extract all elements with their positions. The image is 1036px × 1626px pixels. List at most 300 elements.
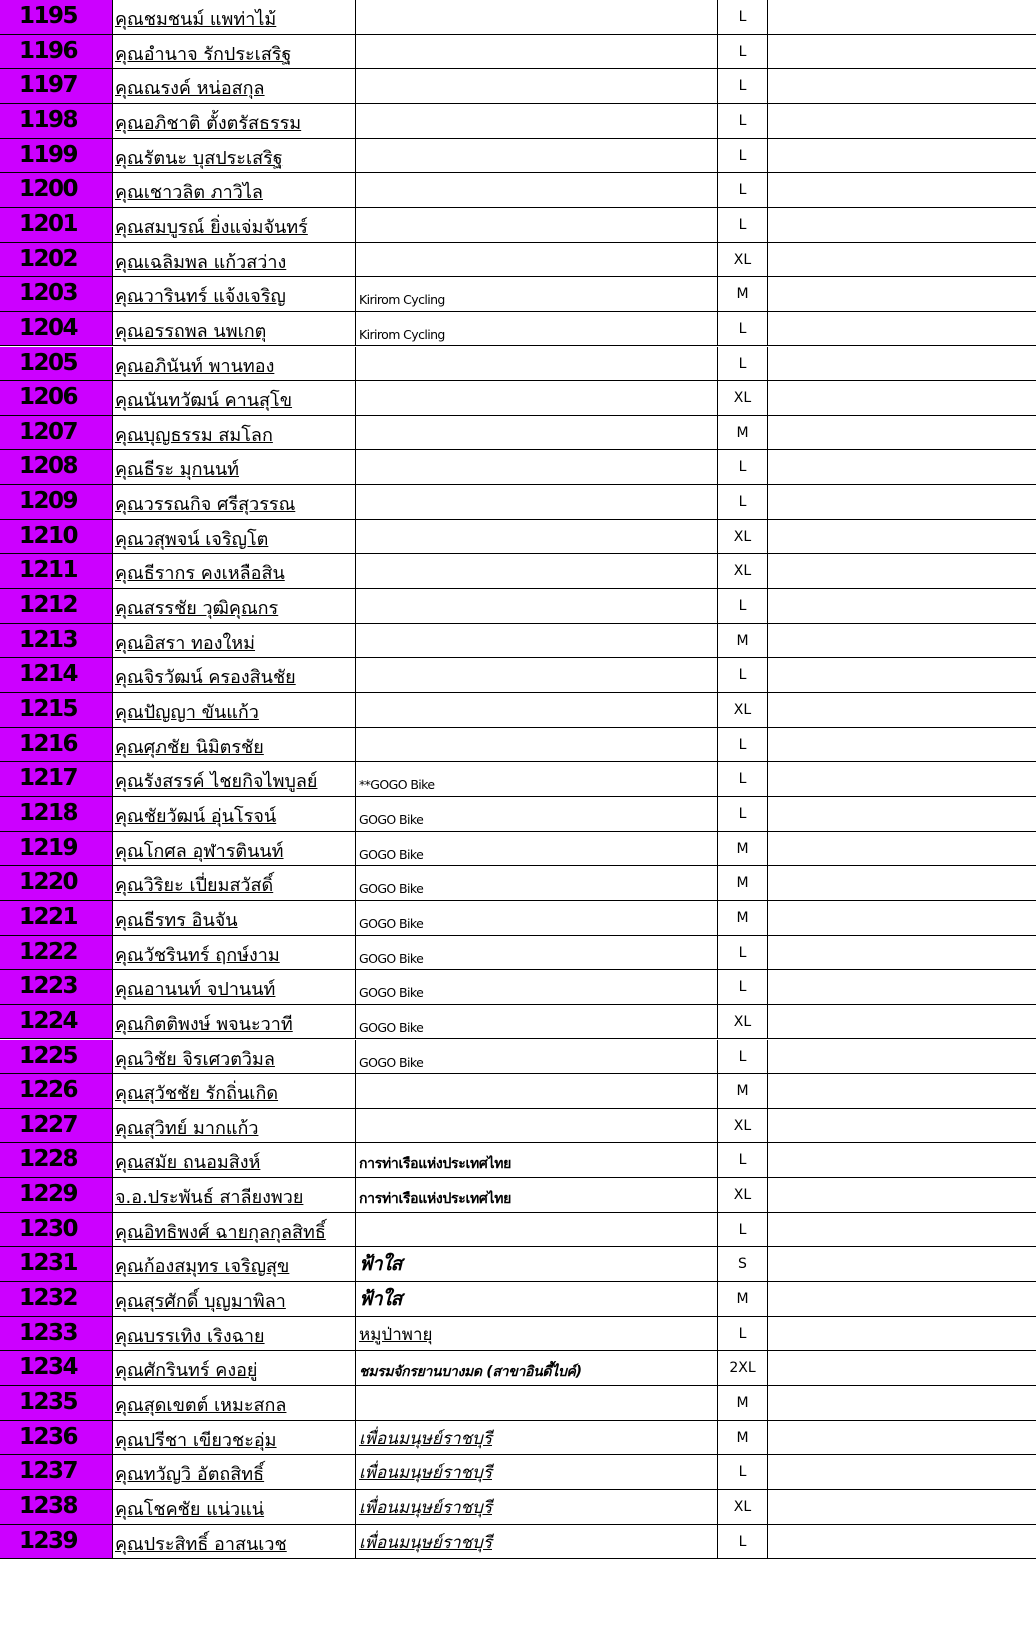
table-row (0, 832, 1036, 867)
name-cell[interactable]: คุณโชคชัย แน่วแน่ (113, 1490, 356, 1525)
row-number: 1208 (18, 453, 77, 480)
row-number-cell[interactable] (0, 520, 113, 555)
empty-cell[interactable] (768, 1282, 1036, 1317)
shirt-size-cell[interactable]: XL (718, 520, 768, 555)
shirt-size-cell[interactable]: L (718, 104, 768, 139)
club-cell[interactable]: GOGO Bike (356, 797, 718, 832)
name-cell[interactable]: คุณธีรทร อินจัน (113, 901, 356, 936)
name-cell[interactable]: คุณเชาวลิต ภาวิไล (113, 173, 356, 208)
table-row (0, 35, 1036, 70)
club-cell[interactable]: ฟ้าใส (356, 1282, 718, 1317)
name-cell[interactable]: คุณสุวิทย์ มากแก้ว (113, 1109, 356, 1144)
table-row (0, 1143, 1036, 1178)
club-cell[interactable] (356, 1074, 718, 1109)
empty-cell[interactable] (768, 866, 1036, 901)
name-cell[interactable]: คุณโกศล อุฬารตินนท์ (113, 832, 356, 867)
row-number-cell[interactable] (0, 1109, 113, 1144)
club-cell[interactable]: เพื่อนมนุษย์ราชบุรี (356, 1455, 718, 1490)
shirt-size-cell[interactable]: L (718, 139, 768, 174)
row-number-cell[interactable] (0, 312, 113, 347)
club-cell[interactable]: เพื่อนมนุษย์ราชบุรี (356, 1490, 718, 1525)
row-number: 1231 (18, 1250, 77, 1277)
shirt-size-cell[interactable]: L (718, 728, 768, 763)
name-cell[interactable]: คุณวิชัย จิรเศวตวิมล (113, 1040, 356, 1075)
row-number-cell[interactable] (0, 1525, 113, 1560)
empty-cell[interactable] (768, 139, 1036, 174)
table-row (0, 1525, 1036, 1560)
name-cell[interactable]: คุณสุดเขตต์ เหมะสกล (113, 1386, 356, 1421)
row-number-cell[interactable] (0, 1455, 113, 1490)
name-cell[interactable]: คุณธีระ มุกนนท์ (113, 450, 356, 485)
empty-cell[interactable] (768, 1525, 1036, 1560)
shirt-size-cell[interactable]: XL (718, 554, 768, 589)
shirt-size-cell[interactable]: M (718, 277, 768, 312)
club-cell[interactable] (356, 69, 718, 104)
club-cell[interactable]: GOGO Bike (356, 832, 718, 867)
row-number-cell[interactable] (0, 832, 113, 867)
shirt-size-cell[interactable]: M (718, 832, 768, 867)
club-cell[interactable]: หมูป่าพายุ (356, 1317, 718, 1352)
shirt-size-cell[interactable]: M (718, 1282, 768, 1317)
table-row (0, 1247, 1036, 1282)
table-row (0, 728, 1036, 763)
row-number: 1203 (18, 280, 77, 307)
row-number-cell[interactable] (0, 797, 113, 832)
club-cell[interactable] (356, 0, 718, 35)
row-number-cell[interactable] (0, 1351, 113, 1386)
empty-cell[interactable] (768, 1247, 1036, 1282)
table-row (0, 1317, 1036, 1352)
empty-cell[interactable] (768, 104, 1036, 139)
row-number-cell[interactable] (0, 866, 113, 901)
row-number-cell[interactable] (0, 208, 113, 243)
name-cell[interactable]: คุณวิริยะ เปี่ยมสวัสดิ์ (113, 866, 356, 901)
name-cell[interactable]: คุณชมชนม์ แพท่าไม้ (113, 0, 356, 35)
club-cell[interactable] (356, 520, 718, 555)
shirt-size-cell[interactable]: S (718, 1247, 768, 1282)
name-cell[interactable]: คุณวสุพจน์ เจริญโต (113, 520, 356, 555)
shirt-size-cell[interactable]: L (718, 797, 768, 832)
empty-cell[interactable] (768, 1386, 1036, 1421)
empty-cell[interactable] (768, 277, 1036, 312)
row-number-cell[interactable] (0, 0, 113, 35)
club-cell[interactable]: เพื่อนมนุษย์ราชบุรี (356, 1525, 718, 1560)
shirt-size-cell[interactable]: L (718, 0, 768, 35)
table-row (0, 1109, 1036, 1144)
club-cell[interactable] (356, 139, 718, 174)
row-number-cell[interactable] (0, 485, 113, 520)
table-row (0, 69, 1036, 104)
name-cell[interactable]: คุณบรรเทิง เริงฉาย (113, 1317, 356, 1352)
name-cell[interactable]: คุณวรรณกิจ ศรีสุวรรณ (113, 485, 356, 520)
empty-cell[interactable] (768, 1178, 1036, 1213)
row-number: 1235 (18, 1389, 77, 1415)
row-number-cell[interactable] (0, 1178, 113, 1213)
row-number-cell[interactable] (0, 936, 113, 971)
shirt-size-cell[interactable]: L (718, 450, 768, 485)
name-cell[interactable]: คุณสุวัชชัย รักถิ่นเกิด (113, 1074, 356, 1109)
club-cell[interactable]: Kirirom Cycling (356, 312, 718, 347)
row-number-cell[interactable] (0, 1074, 113, 1109)
empty-cell[interactable] (768, 0, 1036, 35)
club-cell[interactable] (356, 208, 718, 243)
empty-cell[interactable] (768, 35, 1036, 70)
row-number-cell[interactable] (0, 728, 113, 763)
empty-cell[interactable] (768, 173, 1036, 208)
row-number: 1219 (18, 834, 77, 861)
club-cell[interactable] (356, 589, 718, 624)
table-row (0, 347, 1036, 382)
row-number: 1229 (18, 1181, 77, 1208)
row-number: 1221 (18, 903, 77, 930)
table-row (0, 104, 1036, 139)
table-row (0, 1074, 1036, 1109)
row-number-cell[interactable] (0, 1386, 113, 1421)
row-number-cell[interactable] (0, 693, 113, 728)
table-row (0, 970, 1036, 1005)
shirt-size-cell[interactable]: M (718, 416, 768, 451)
table-row (0, 1386, 1036, 1421)
row-number-cell[interactable] (0, 658, 113, 693)
club-cell[interactable]: การท่าเรือแห่งประเทศไทย (356, 1178, 718, 1213)
row-number-cell[interactable] (0, 35, 113, 70)
club-cell[interactable]: การท่าเรือแห่งประเทศไทย (356, 1143, 718, 1178)
club-cell[interactable] (356, 381, 718, 416)
club-cell[interactable] (356, 450, 718, 485)
name-cell[interactable]: คุณประสิทธิ์ อาสนเวช (113, 1525, 356, 1560)
name-cell[interactable]: คุณอานนท์ จปานนท์ (113, 970, 356, 1005)
empty-cell[interactable] (768, 381, 1036, 416)
name-cell[interactable]: คุณอภิชาติ ตั้งตรัสธรรม (113, 104, 356, 139)
row-number-cell[interactable] (0, 1143, 113, 1178)
row-number: 1199 (18, 141, 77, 168)
row-number: 1230 (18, 1215, 77, 1242)
empty-cell[interactable] (768, 347, 1036, 382)
empty-cell[interactable] (768, 970, 1036, 1005)
shirt-size-cell[interactable]: L (718, 589, 768, 624)
shirt-size-cell[interactable]: XL (718, 381, 768, 416)
club-cell[interactable]: **GOGO Bike (356, 762, 718, 797)
club-cell[interactable] (356, 243, 718, 278)
name-cell[interactable]: คุณอภินันท์ พานทอง (113, 347, 356, 382)
club-cell[interactable]: GOGO Bike (356, 866, 718, 901)
club-cell[interactable] (356, 173, 718, 208)
row-number-cell[interactable] (0, 139, 113, 174)
table-row (0, 936, 1036, 971)
row-number: 1222 (18, 938, 77, 965)
table-row (0, 1282, 1036, 1317)
shirt-size-cell[interactable]: L (718, 208, 768, 243)
table-row (0, 1005, 1036, 1040)
empty-cell[interactable] (768, 1213, 1036, 1248)
name-cell[interactable]: คุณอิสรา ทองใหม่ (113, 624, 356, 659)
row-number-cell[interactable] (0, 416, 113, 451)
name-cell[interactable]: คุณก้องสมุทร เจริญสุข (113, 1247, 356, 1282)
shirt-size-cell[interactable]: L (718, 1525, 768, 1560)
shirt-size-cell[interactable]: L (718, 35, 768, 70)
shirt-size-cell[interactable]: L (718, 762, 768, 797)
club-cell[interactable] (356, 1386, 718, 1421)
club-cell[interactable] (356, 658, 718, 693)
shirt-size-cell[interactable]: L (718, 173, 768, 208)
row-number-cell[interactable] (0, 1247, 113, 1282)
row-number-cell[interactable] (0, 347, 113, 382)
club-cell[interactable]: เพื่อนมนุษย์ราชบุรี (356, 1421, 718, 1456)
club-cell[interactable]: Kirirom Cycling (356, 277, 718, 312)
shirt-size-cell[interactable]: L (718, 1143, 768, 1178)
table-row (0, 1040, 1036, 1075)
club-cell[interactable]: GOGO Bike (356, 901, 718, 936)
name-cell[interactable]: คุณอรรถพล นพเกตุ (113, 312, 356, 347)
club-cell[interactable] (356, 693, 718, 728)
empty-cell[interactable] (768, 208, 1036, 243)
club-cell[interactable] (356, 728, 718, 763)
shirt-size-cell[interactable]: L (718, 347, 768, 382)
row-number: 1226 (18, 1077, 77, 1104)
name-cell[interactable]: คุณปัญญา ขันแก้ว (113, 693, 356, 728)
row-number: 1218 (18, 799, 77, 826)
row-number-cell[interactable] (0, 1040, 113, 1075)
shirt-size-cell[interactable]: 2XL (718, 1351, 768, 1386)
shirt-size-cell[interactable]: L (718, 970, 768, 1005)
empty-cell[interactable] (768, 485, 1036, 520)
empty-cell[interactable] (768, 901, 1036, 936)
name-cell[interactable]: คุณธีรากร คงเหลือสิน (113, 554, 356, 589)
name-cell[interactable]: คุณณรงค์ หน่อสกุล (113, 69, 356, 104)
shirt-size-cell[interactable]: L (718, 312, 768, 347)
club-cell[interactable] (356, 1213, 718, 1248)
empty-cell[interactable] (768, 728, 1036, 763)
row-number: 1210 (18, 522, 77, 549)
empty-cell[interactable] (768, 936, 1036, 971)
club-cell[interactable] (356, 554, 718, 589)
shirt-size-cell[interactable]: L (718, 936, 768, 971)
row-number: 1234 (18, 1354, 77, 1381)
empty-cell[interactable] (768, 1490, 1036, 1525)
row-number-cell[interactable] (0, 970, 113, 1005)
table-row (0, 416, 1036, 451)
empty-cell[interactable] (768, 1143, 1036, 1178)
name-cell[interactable]: คุณกิตติพงษ์ พจนะวาที (113, 1005, 356, 1040)
empty-cell[interactable] (768, 450, 1036, 485)
table-row (0, 1178, 1036, 1213)
row-number-cell[interactable] (0, 381, 113, 416)
row-number: 1205 (18, 349, 77, 376)
empty-cell[interactable] (768, 1351, 1036, 1386)
empty-cell[interactable] (768, 797, 1036, 832)
club-cell[interactable]: GOGO Bike (356, 970, 718, 1005)
shirt-size-cell[interactable]: M (718, 624, 768, 659)
name-cell[interactable]: คุณรังสรรค์ ไชยกิจไพบูลย์ (113, 762, 356, 797)
name-cell[interactable]: คุณอิทธิพงศ์ ฉายกุลกุลสิทธิ์ (113, 1213, 356, 1248)
table-row (0, 1351, 1036, 1386)
club-cell[interactable]: ชมรมจักรยานบางมด (สาขาอินดี้ไบค์) (356, 1351, 718, 1386)
name-cell[interactable]: คุณเฉลิมพล แก้วสว่าง (113, 243, 356, 278)
table-row (0, 450, 1036, 485)
empty-cell[interactable] (768, 1040, 1036, 1075)
row-number: 1215 (18, 696, 77, 722)
club-cell[interactable] (356, 1109, 718, 1144)
row-number-cell[interactable] (0, 1421, 113, 1456)
row-number: 1202 (18, 245, 77, 272)
table-row (0, 1490, 1036, 1525)
table-row (0, 624, 1036, 659)
name-cell[interactable]: คุณวัชรินทร์ ฤกษ์งาม (113, 936, 356, 971)
shirt-size-cell[interactable]: L (718, 1455, 768, 1490)
name-cell[interactable]: คุณบุญธรรม สมโลก (113, 416, 356, 451)
name-cell[interactable]: คุณรัตนะ บุสประเสริฐ (113, 139, 356, 174)
row-number: 1217 (18, 765, 77, 792)
club-cell[interactable]: ฟ้าใส (356, 1247, 718, 1282)
name-cell[interactable]: คุณปรีชา เขียวชะอุ่ม (113, 1421, 356, 1456)
empty-cell[interactable] (768, 520, 1036, 555)
row-number-cell[interactable] (0, 450, 113, 485)
empty-cell[interactable] (768, 1421, 1036, 1456)
empty-cell[interactable] (768, 762, 1036, 797)
row-number: 1227 (18, 1111, 77, 1138)
empty-cell[interactable] (768, 693, 1036, 728)
row-number-cell[interactable] (0, 69, 113, 104)
club-cell[interactable]: GOGO Bike (356, 1005, 718, 1040)
empty-cell[interactable] (768, 589, 1036, 624)
empty-cell[interactable] (768, 1074, 1036, 1109)
club-cell[interactable] (356, 624, 718, 659)
table-row (0, 312, 1036, 347)
empty-cell[interactable] (768, 624, 1036, 659)
shirt-size-cell[interactable]: XL (718, 1005, 768, 1040)
empty-cell[interactable] (768, 1317, 1036, 1352)
table-row (0, 520, 1036, 555)
name-cell[interactable]: จ.อ.ประพันธ์ สาลียงพวย (113, 1178, 356, 1213)
row-number-cell[interactable] (0, 104, 113, 139)
row-number-cell[interactable] (0, 173, 113, 208)
table-row (0, 901, 1036, 936)
shirt-size-cell[interactable]: L (718, 1213, 768, 1248)
table-row (0, 797, 1036, 832)
shirt-size-cell[interactable]: M (718, 866, 768, 901)
shirt-size-cell[interactable]: L (718, 1317, 768, 1352)
table-row (0, 1455, 1036, 1490)
empty-cell[interactable] (768, 658, 1036, 693)
empty-cell[interactable] (768, 1109, 1036, 1144)
shirt-size-cell[interactable]: L (718, 1040, 768, 1075)
row-number-cell[interactable] (0, 624, 113, 659)
name-cell[interactable]: คุณสมบูรณ์ ยิ่งแจ่มจันทร์ (113, 208, 356, 243)
table-row (0, 139, 1036, 174)
empty-cell[interactable] (768, 1455, 1036, 1490)
row-number-cell[interactable] (0, 1317, 113, 1352)
table-row (0, 485, 1036, 520)
shirt-size-cell[interactable]: XL (718, 1109, 768, 1144)
row-number: 1232 (18, 1285, 77, 1312)
club-cell[interactable] (356, 416, 718, 451)
club-cell[interactable] (356, 104, 718, 139)
row-number: 1233 (18, 1319, 77, 1346)
name-cell[interactable]: คุณวารินทร์ แจ้งเจริญ (113, 277, 356, 312)
empty-cell[interactable] (768, 69, 1036, 104)
empty-cell[interactable] (768, 554, 1036, 589)
empty-cell[interactable] (768, 243, 1036, 278)
row-number: 1196 (18, 37, 77, 64)
row-number: 1236 (18, 1423, 77, 1450)
empty-cell[interactable] (768, 312, 1036, 347)
table-row (0, 866, 1036, 901)
name-cell[interactable]: คุณชัยวัฒน์ อุ่นโรจน์ (113, 797, 356, 832)
row-number: 1216 (18, 730, 77, 757)
shirt-size-cell[interactable]: L (718, 69, 768, 104)
row-number: 1195 (18, 3, 77, 29)
table-row (0, 1213, 1036, 1248)
name-cell[interactable]: คุณจิรวัฒน์ ครองสินชัย (113, 658, 356, 693)
shirt-size-cell[interactable]: M (718, 1074, 768, 1109)
row-number: 1209 (18, 488, 77, 515)
table-row (0, 0, 1036, 35)
row-number-cell[interactable] (0, 243, 113, 278)
name-cell[interactable]: คุณทวัญวิ อัตถสิทธิ์ (113, 1455, 356, 1490)
shirt-size-cell[interactable]: M (718, 1386, 768, 1421)
row-number: 1239 (18, 1527, 77, 1554)
name-cell[interactable]: คุณศุภชัย นิมิตรชัย (113, 728, 356, 763)
table-row (0, 208, 1036, 243)
name-cell[interactable]: คุณสุรศักดิ์ บุญมาพิลา (113, 1282, 356, 1317)
shirt-size-cell[interactable]: XL (718, 1178, 768, 1213)
table-row (0, 1421, 1036, 1456)
club-cell[interactable] (356, 347, 718, 382)
row-number-cell[interactable] (0, 1005, 113, 1040)
table-row (0, 762, 1036, 797)
row-number-cell[interactable] (0, 762, 113, 797)
row-number: 1213 (18, 626, 77, 653)
empty-cell[interactable] (768, 1005, 1036, 1040)
club-cell[interactable] (356, 485, 718, 520)
row-number: 1238 (18, 1492, 77, 1519)
name-cell[interactable]: คุณศักรินทร์ คงอยู่ (113, 1351, 356, 1386)
club-cell[interactable] (356, 35, 718, 70)
table-row (0, 277, 1036, 312)
shirt-size-cell[interactable]: M (718, 901, 768, 936)
row-number-cell[interactable] (0, 1282, 113, 1317)
row-number: 1206 (18, 384, 77, 411)
row-number: 1224 (18, 1007, 77, 1034)
row-number: 1228 (18, 1146, 77, 1173)
table-row (0, 589, 1036, 624)
empty-cell[interactable] (768, 832, 1036, 867)
row-number: 1211 (18, 557, 77, 584)
shirt-size-cell[interactable]: M (718, 1421, 768, 1456)
club-cell[interactable]: GOGO Bike (356, 936, 718, 971)
row-number: 1201 (18, 210, 77, 237)
shirt-size-cell[interactable]: L (718, 658, 768, 693)
row-number-cell[interactable] (0, 554, 113, 589)
row-number-cell[interactable] (0, 1213, 113, 1248)
shirt-size-cell[interactable]: L (718, 485, 768, 520)
table-row (0, 693, 1036, 728)
row-number-cell[interactable] (0, 589, 113, 624)
row-number: 1197 (18, 72, 77, 99)
name-cell[interactable]: คุณอำนาจ รักประเสริฐ (113, 35, 356, 70)
shirt-size-cell[interactable]: XL (718, 243, 768, 278)
name-cell[interactable]: คุณนันทวัฒน์ คานสุโข (113, 381, 356, 416)
row-number-cell[interactable] (0, 1490, 113, 1525)
shirt-size-cell[interactable]: XL (718, 693, 768, 728)
row-number-cell[interactable] (0, 277, 113, 312)
name-cell[interactable]: คุณสมัย ถนอมสิงห์ (113, 1143, 356, 1178)
name-cell[interactable]: คุณสรรชัย วุฒิคุณกร (113, 589, 356, 624)
club-cell[interactable]: GOGO Bike (356, 1040, 718, 1075)
row-number-cell[interactable] (0, 901, 113, 936)
empty-cell[interactable] (768, 416, 1036, 451)
shirt-size-cell[interactable]: XL (718, 1490, 768, 1525)
